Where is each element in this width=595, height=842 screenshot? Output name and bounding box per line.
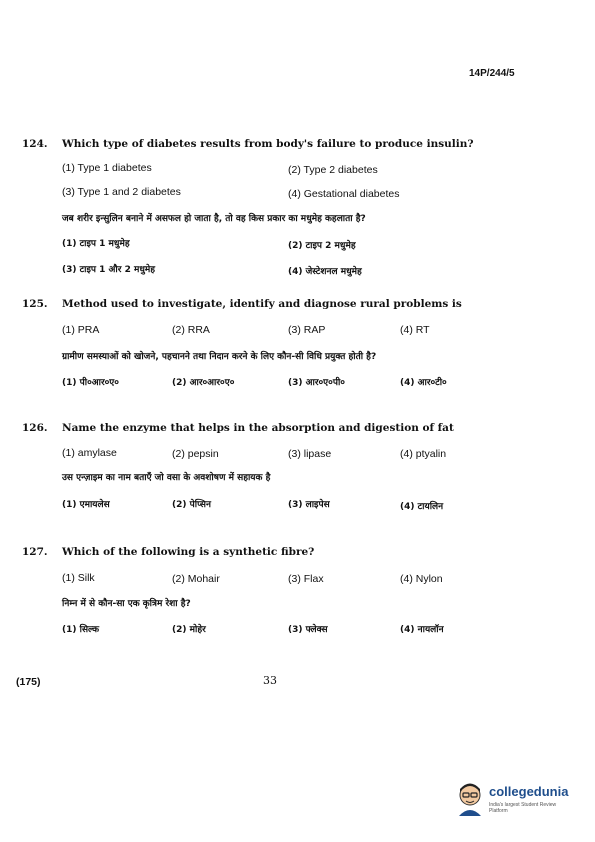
question-number: 125. (22, 298, 48, 310)
collegedunia-watermark (455, 780, 575, 826)
option-en: (3) Flax (288, 573, 324, 585)
option-hi: (3) आर०ए०पी० (288, 378, 345, 388)
option-en: (3) Type 1 and 2 diabetes (62, 186, 181, 198)
option-hi: (4) जेस्टेशनल मधुमेह (288, 267, 362, 277)
option-hi: (1) सिल्क (62, 625, 100, 635)
question-text-en: Which type of diabetes results from body's failure to produce insulin? (62, 138, 474, 150)
option-hi: (4) आर०टी० (400, 378, 447, 388)
option-hi: (3) टाइप 1 और 2 मधुमेह (62, 265, 156, 275)
question-number: 127. (22, 546, 48, 558)
option-hi: (3) फ्लेक्स (288, 625, 328, 635)
paper-code: 14P/244/5 (469, 68, 515, 79)
option-hi: (2) टाइप 2 मधुमेह (288, 241, 356, 251)
option-hi: (2) आर०आर०ए० (172, 378, 235, 388)
question-text-hi: ग्रामीण समस्याओं को खोजने, पहचानने तथा निदान करने के लिए कौन-सी विधि प्रयुक्त होती है? (62, 352, 377, 362)
question-number: 124. (22, 138, 48, 150)
watermark-name: collegedunia (489, 784, 569, 799)
option-hi: (4) टायलिन (400, 502, 444, 512)
option-en: (2) Type 2 diabetes (288, 164, 378, 176)
option-en: (2) Mohair (172, 573, 220, 585)
page-number: 33 (263, 674, 277, 687)
option-en: (4) RT (400, 324, 430, 336)
question-text-en: Method used to investigate, identify and diagnose rural problems is (62, 298, 462, 310)
option-en: (2) pepsin (172, 448, 219, 460)
student-mascot-icon (455, 782, 485, 816)
option-en: (1) PRA (62, 324, 100, 336)
option-en: (1) Silk (62, 572, 95, 584)
option-en: (2) RRA (172, 324, 210, 336)
question-text-hi: जब शरीर इन्सुलिन बनाने में असफल हो जाता है, तो वह किस प्रकार का मधुमेह कहलाता है? (62, 214, 366, 224)
option-en: (4) Nylon (400, 573, 443, 585)
option-hi: (1) पी०आर०ए० (62, 378, 119, 388)
option-hi: (2) पेप्सिन (172, 500, 211, 510)
footer-code: (175) (16, 676, 41, 688)
question-text-hi: निम्न में से कौन-सा एक कृत्रिम रेशा है? (62, 599, 191, 609)
question-text-hi: उस एन्ज़ाइम का नाम बताएँ जो वसा के अवशोषण में सहायक है (62, 473, 271, 483)
question-text-en: Which of the following is a synthetic fibre? (62, 546, 315, 558)
question-text-en: Name the enzyme that helps in the absorption and digestion of fat (62, 422, 454, 434)
option-en: (3) lipase (288, 448, 332, 460)
option-hi: (4) नायलॉन (400, 625, 444, 635)
question-number: 126. (22, 422, 48, 434)
option-en: (1) Type 1 diabetes (62, 162, 152, 174)
option-hi: (3) लाइपेस (288, 500, 330, 510)
option-en: (1) amylase (62, 447, 117, 459)
watermark-tagline: India's largest Student Review Platform (489, 802, 557, 814)
option-hi: (1) टाइप 1 मधुमेह (62, 239, 130, 249)
option-en: (3) RAP (288, 324, 326, 336)
option-hi: (1) एमायलेस (62, 500, 110, 510)
option-en: (4) ptyalin (400, 448, 447, 460)
option-en: (4) Gestational diabetes (288, 188, 400, 200)
option-hi: (2) मोहेर (172, 625, 206, 635)
